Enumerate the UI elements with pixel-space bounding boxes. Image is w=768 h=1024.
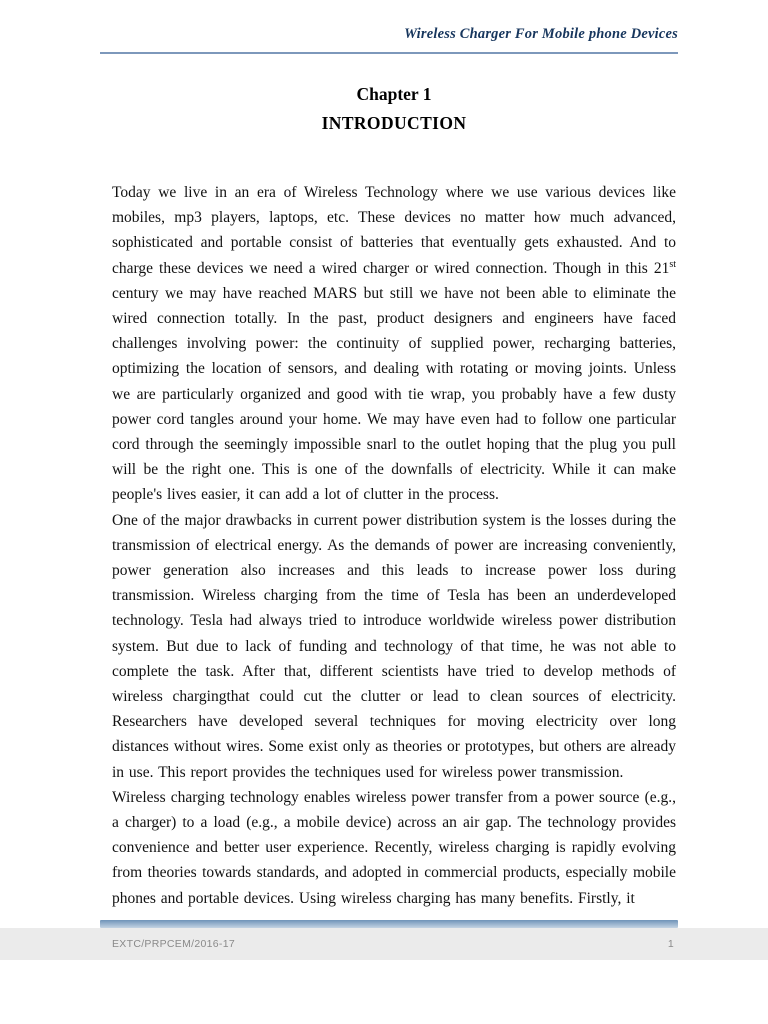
document-body bbox=[112, 84, 676, 911]
chapter-number: Chapter 1 bbox=[356, 84, 432, 104]
header-running-title: Wireless Charger For Mobile phone Devices bbox=[404, 26, 678, 42]
paragraph-2: One of the major drawbacks in current power distribution system is the losses during the transmission of electrical energy. As the demands of power are increasing conveniently, power generation also increases and this leads to increase power loss during transmission. Wireless charging from the time of Tesla has been an underdeveloped technology. Tesla had always tried to introduce worldwide wireless power distribution system. But due to lack of funding and technology of that time, he was not able to complete the task. After that, different scientists have tried to develop methods of wireless chargingthat could cut the clutter or lead to clean sources of electricity. Researchers have developed several techniques for moving electricity over long distances without wires. Some exist only as theories or prototypes, but others are already in use. This report provides the techniques used for wireless power transmission. bbox=[112, 511, 676, 781]
paragraph-1-continued: century we may have reached MARS but still we have not been able to eliminate the wired connection totally. In the past, product designers and engineers have faced challenges involving power: the continuity of supplied power, recharging batteries, optimizing the location of sensors, and dealing with rotating or moving joints. Unless we are particularly organized and good with tie wrap, you probably have a few dusty power cord tangles around your home. We may have even had to follow one particular cord through the seemingly impossible snarl to the outlet hoping that the plug you pull will be the right one. This is one of the downfalls of electricity. While it can make people's lives easier, it can add a lot of clutter in the process. bbox=[112, 284, 676, 504]
paragraph-1-text: Today we live in an era of Wireless Technology where we use various devices like mobiles, mp3 players, laptops, etc. These devices no matter how much advanced, sophisticated and portable consist of batteries that eventually gets exhausted. And to charge these devices we need a wired charger or wired connection. Though in this 21 bbox=[112, 184, 676, 277]
footer-accent-bar bbox=[100, 920, 678, 928]
footer-page-number: 1 bbox=[667, 938, 674, 950]
document-header bbox=[100, 26, 678, 54]
ordinal-superscript: st bbox=[669, 258, 676, 270]
footer-document-id: EXTC/PRPCEM/2016-17 bbox=[112, 938, 235, 950]
paragraph-3: Wireless charging technology enables wireless power transfer from a power source (e.g., a charger) to a load (e.g., a mobile device) across an air gap. The technology provides convenience and better user experience. Recently, wireless charging is rapidly evolving from theories towards standards, and adopted in commercial products, especially mobile phones and portable devices. Using wireless charging has many benefits. Firstly, it bbox=[112, 788, 676, 907]
chapter-title: INTRODUCTION bbox=[321, 113, 467, 133]
paragraph-1 bbox=[112, 180, 676, 508]
footer-row bbox=[0, 928, 768, 960]
